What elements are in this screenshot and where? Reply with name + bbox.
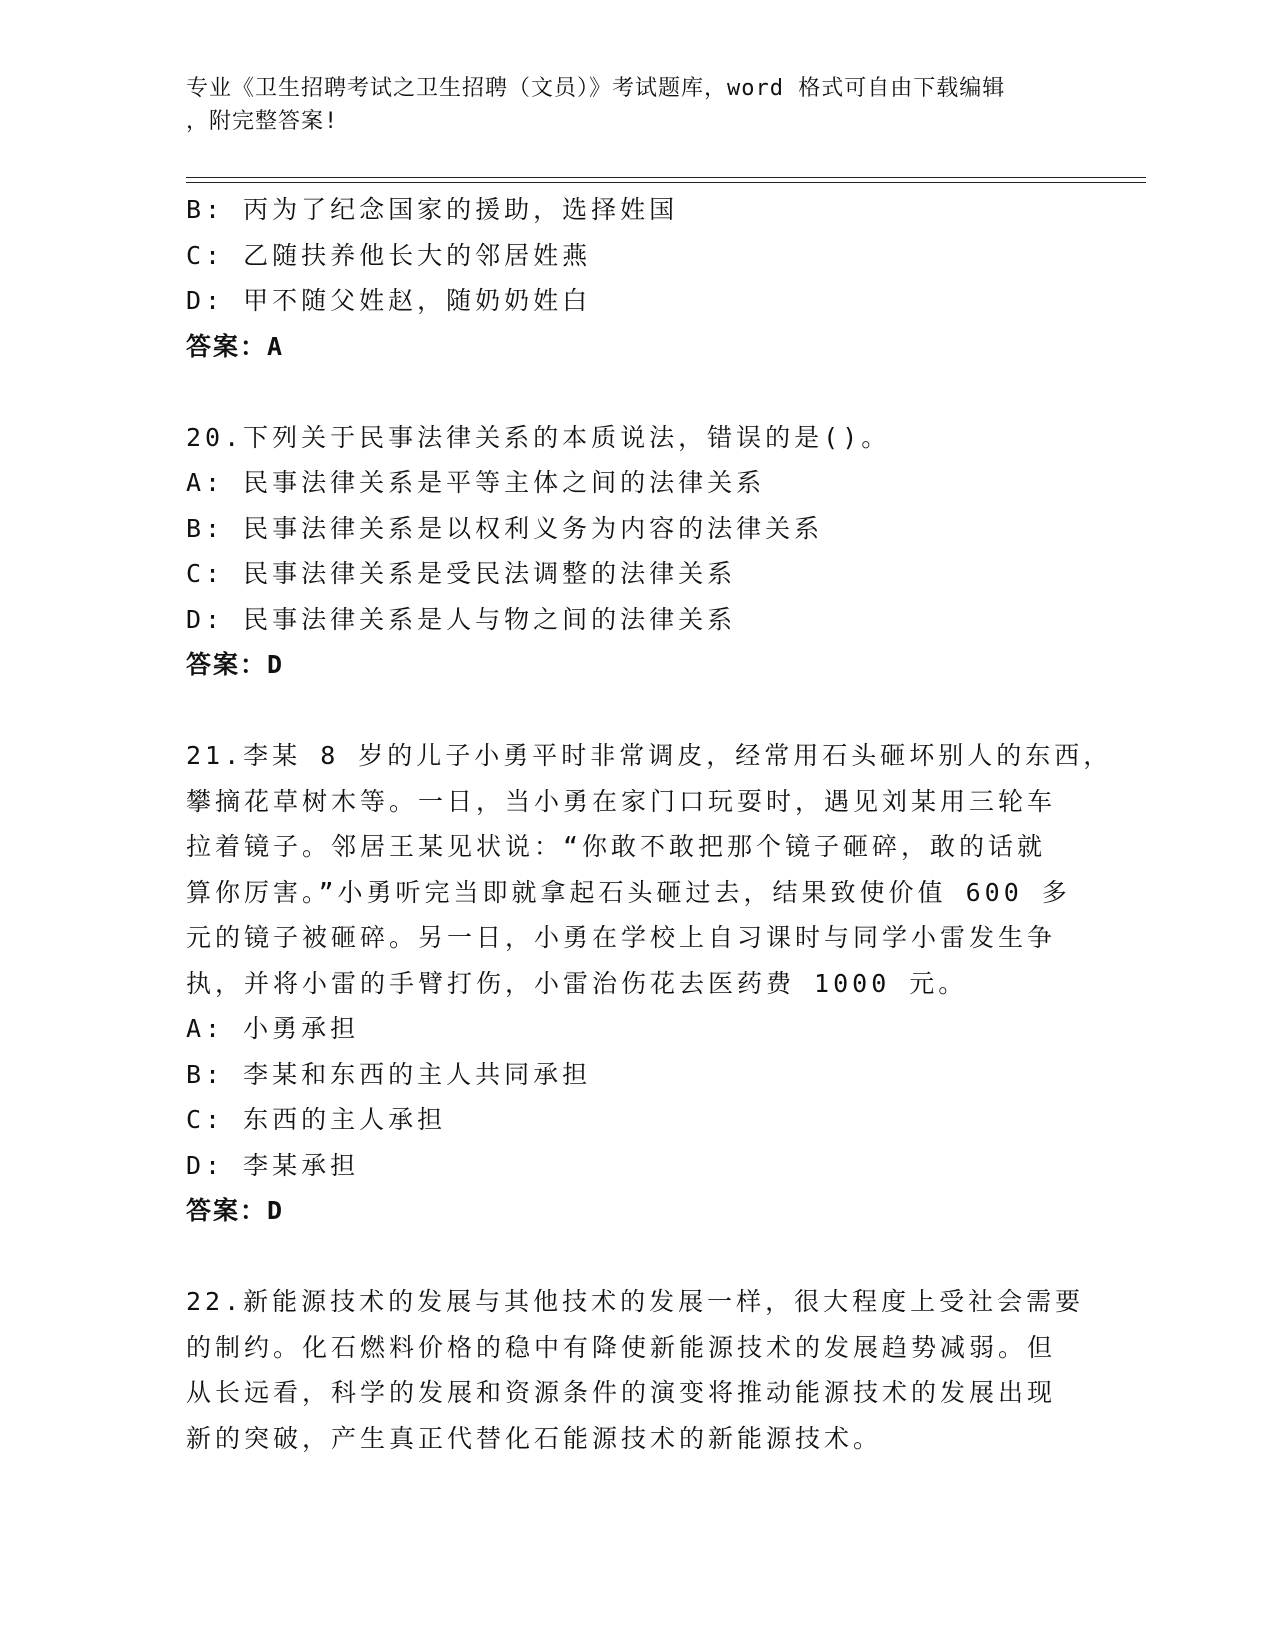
q20-answer: 答案：D	[186, 650, 285, 679]
q20-option-a: A: 民事法律关系是平等主体之间的法律关系	[186, 468, 766, 497]
spacer	[186, 688, 1066, 734]
q21-question-line-1: 21.李某 8 岁的儿子小勇平时非常调皮，经常用石头砸坏别人的东西，	[186, 741, 1113, 770]
spacer	[186, 369, 1066, 415]
header-divider-top	[186, 177, 1146, 178]
q20-option-c: C: 民事法律关系是受民法调整的法律关系	[186, 559, 737, 588]
q21-option-b: B: 李某和东西的主人共同承担	[186, 1059, 592, 1089]
q20-question: 20.下列关于民事法律关系的本质说法，错误的是()。	[186, 422, 891, 452]
q22-question-line-2: 的制约。化石燃料价格的稳中有降使新能源技术的发展趋势减弱。但	[186, 1332, 1057, 1362]
q19-option-d: D: 甲不随父姓赵，随奶奶姓白	[186, 286, 592, 315]
header-divider-bottom	[186, 182, 1146, 183]
q21-question-line-6: 执，并将小雷的手臂打伤，小雷治伤花去医药费 1000 元。	[186, 968, 968, 998]
q21-answer: 答案：D	[186, 1196, 285, 1225]
q22-question-line-1: 22.新能源技术的发展与其他技术的发展一样，很大程度上受社会需要	[186, 1287, 1085, 1316]
q22-question-line-4: 新的突破，产生真正代替化石能源技术的新能源技术。	[186, 1423, 883, 1453]
spacer	[186, 1234, 1066, 1280]
header-line-1: 专业《卫生招聘考试之卫生招聘（文员）》考试题库，word 格式可自由下载编辑	[186, 76, 1006, 101]
document-header	[186, 72, 1066, 138]
q19-option-b: B: 丙为了纪念国家的援助，选择姓国	[186, 195, 679, 224]
q19-answer: 答案：A	[186, 331, 285, 361]
question-22-block	[186, 1279, 1085, 1461]
q21-question-line-4: 算你厉害。”小勇听完当即就拿起石头砸过去，结果致使价值 600 多	[186, 877, 1071, 907]
question-20-block	[186, 415, 1066, 688]
header-line-2: ，附完整答案!	[186, 109, 339, 134]
q20-option-b: B: 民事法律关系是以权利义务为内容的法律关系	[186, 513, 824, 543]
document-body	[186, 187, 1113, 1461]
q21-option-a: A: 小勇承担	[186, 1014, 360, 1043]
question-21-block	[186, 733, 1113, 1234]
q20-option-d: D: 民事法律关系是人与物之间的法律关系	[186, 604, 737, 634]
q21-question-line-2: 攀摘花草树木等。一日，当小勇在家门口玩耍时，遇见刘某用三轮车	[186, 786, 1057, 816]
q21-question-line-5: 元的镜子被砸碎。另一日，小勇在学校上自习课时与同学小雷发生争	[186, 923, 1057, 952]
q21-option-d: D: 李某承担	[186, 1150, 360, 1180]
q21-option-c: C: 东西的主人承担	[186, 1105, 447, 1134]
q21-question-line-3: 拉着镜子。邻居王某见状说：“你敢不敢把那个镜子砸碎，敢的话就	[186, 832, 1047, 861]
q22-question-line-3: 从长远看，科学的发展和资源条件的演变将推动能源技术的发展出现	[186, 1378, 1057, 1407]
question-19-block	[186, 187, 1066, 369]
q19-option-c: C: 乙随扶养他长大的邻居姓燕	[186, 240, 592, 270]
